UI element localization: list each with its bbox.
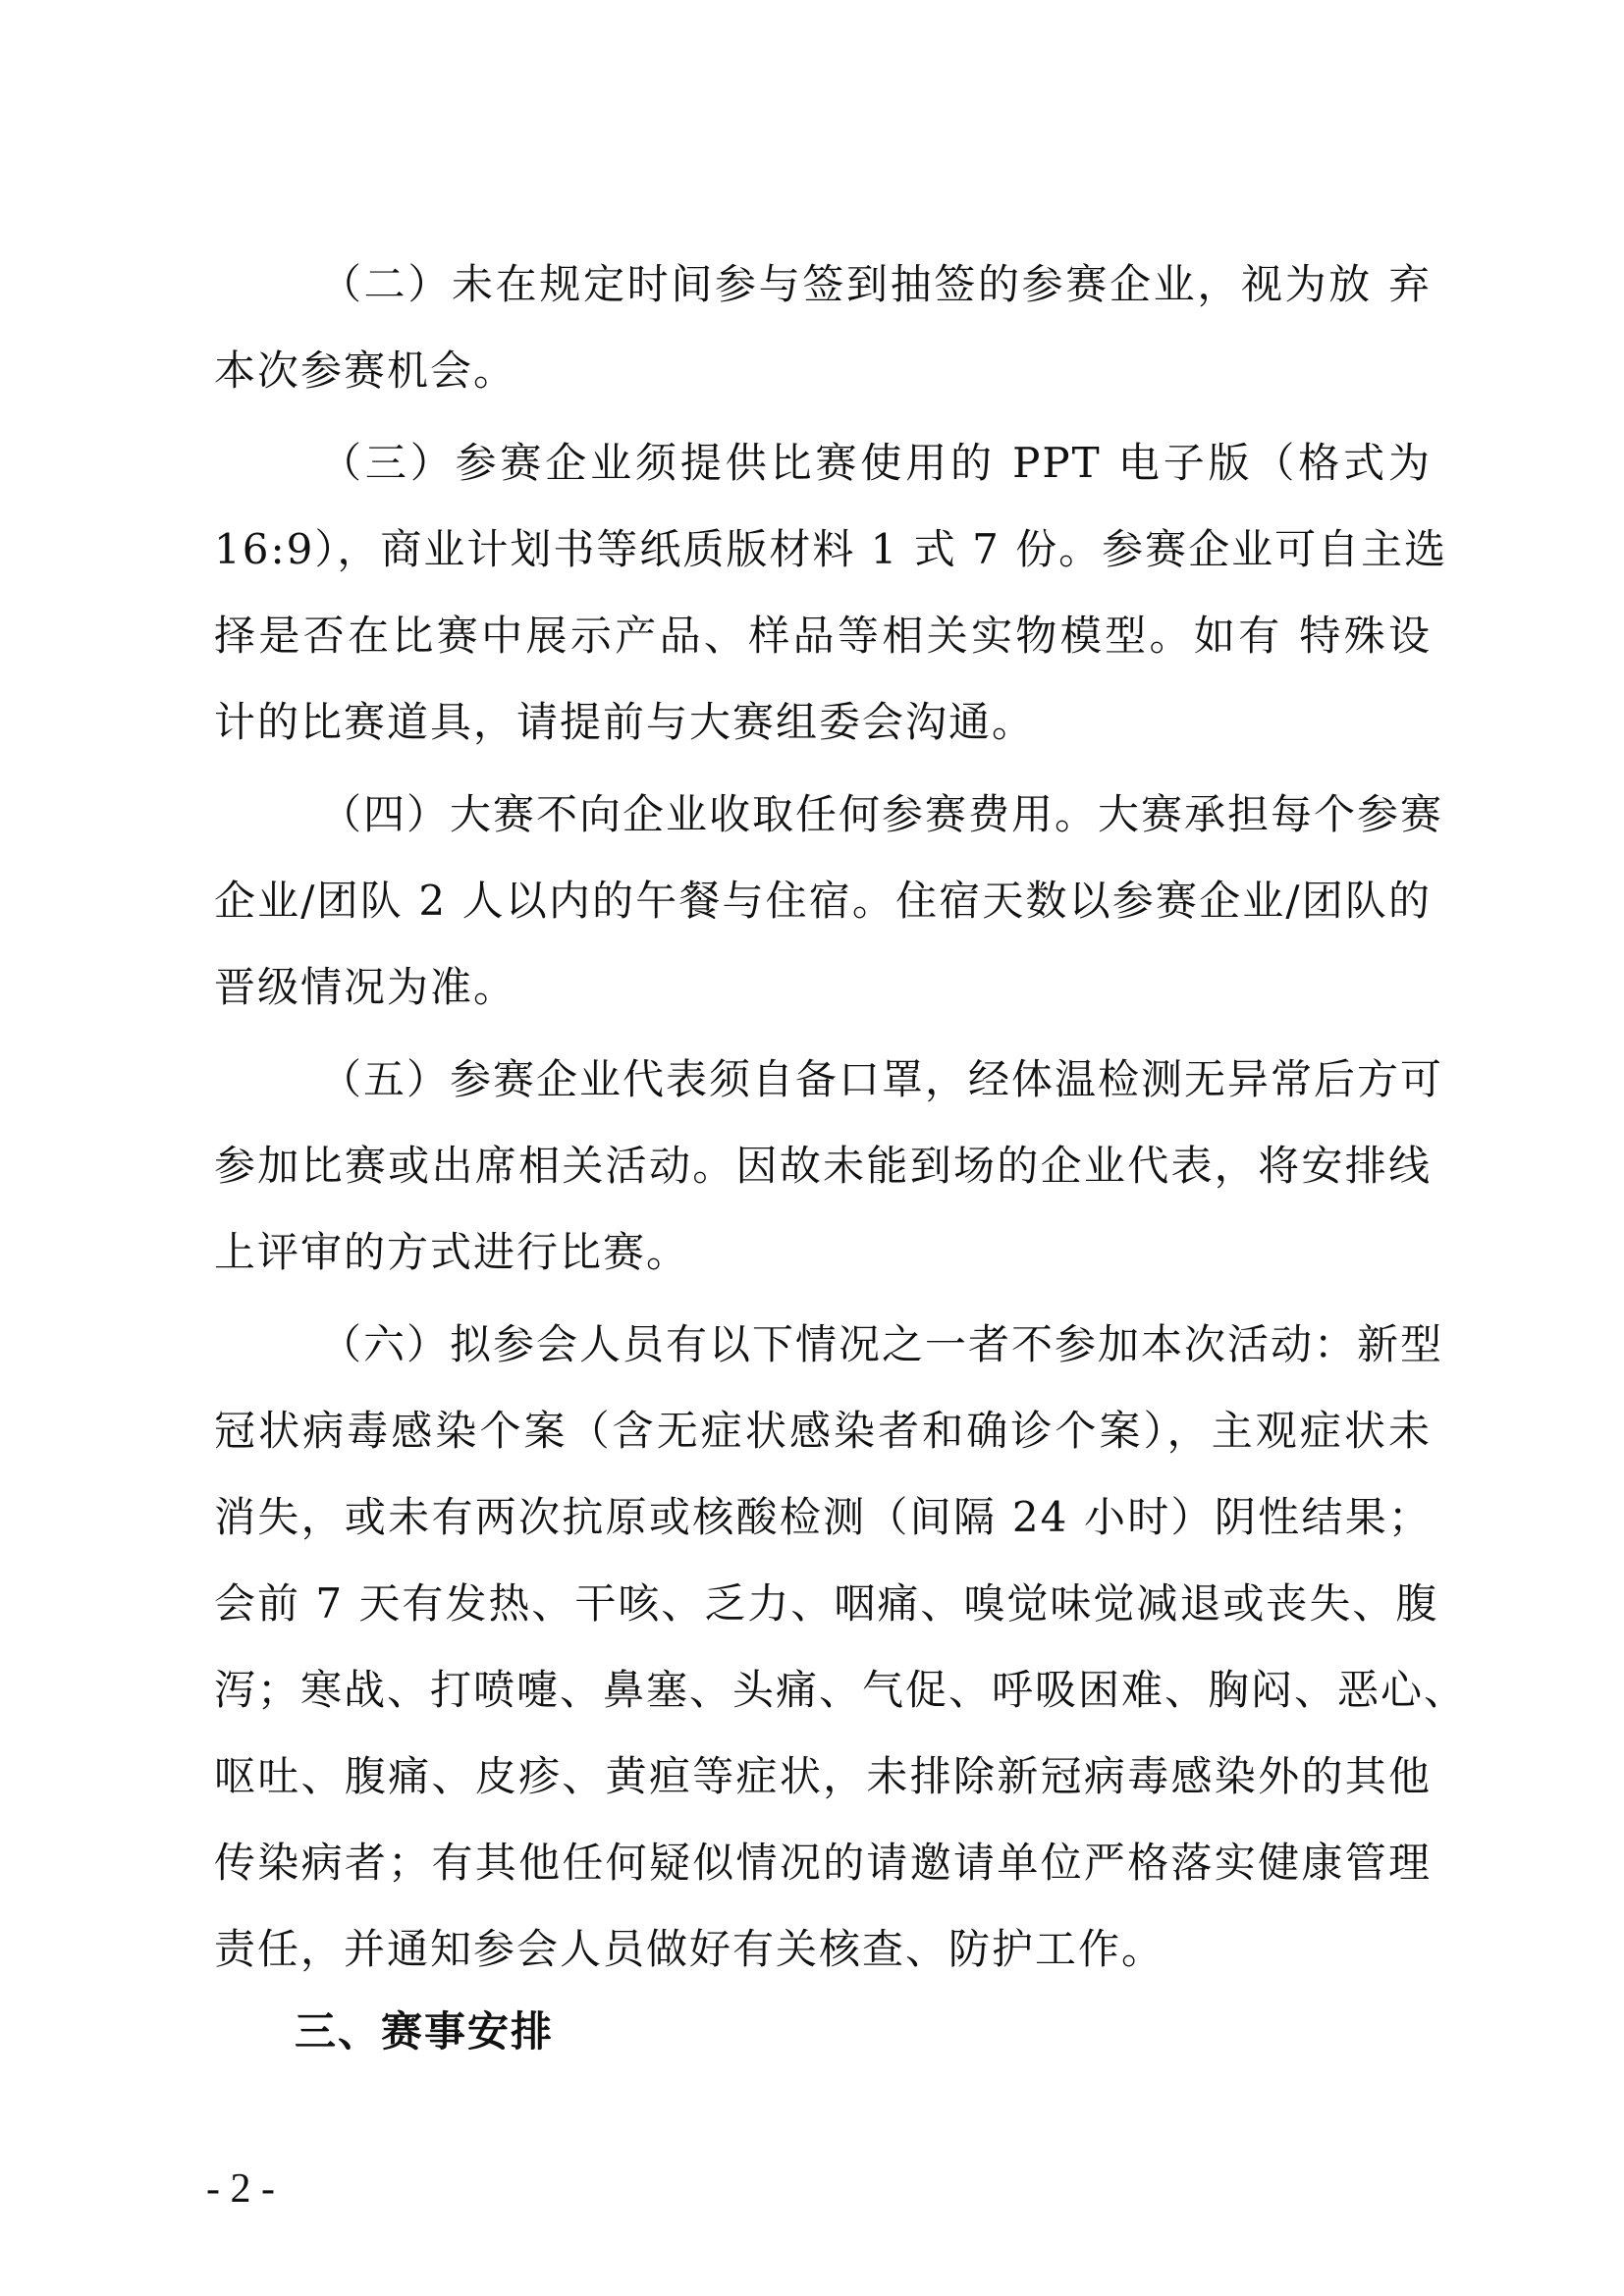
paragraph-line: 呕吐、腹痛、皮疹、黄疸等症状，未排除新冠病毒感染外的其他 bbox=[214, 1752, 1432, 1800]
paragraph-line: 晋级情况为准。 bbox=[214, 963, 517, 1011]
paragraph-line: （三）参赛企业须提供比赛使用的 PPT 电子版（格式为 bbox=[320, 439, 1432, 487]
paragraph-line: 消失，或未有两次抗原或核酸检测（间隔 24 小时）阴性结果； bbox=[214, 1493, 1432, 1541]
paragraph-line: 责任，并通知参会人员做好有关核查、防护工作。 bbox=[214, 1925, 1165, 1973]
section-heading: 三、赛事安排 bbox=[295, 2007, 555, 2056]
paragraph-3 bbox=[214, 420, 1448, 766]
paragraph-line: 择是否在比赛中展示产品、样品等相关实物模型。如有 特殊设 bbox=[214, 612, 1432, 660]
paragraph-line: 16:9），商业计划书等纸质版材料 1 式 7 份。参赛企业可自主选 bbox=[214, 525, 1448, 573]
paragraph-4 bbox=[214, 772, 1444, 1031]
paragraph-line: （六）拟参会人员有以下情况之一者不参加本次活动：新型 bbox=[320, 1320, 1444, 1368]
page-number: - 2 - bbox=[206, 2166, 275, 2212]
paragraph-line: 企业/团队 2 人以内的午餐与住宿。住宿天数以参赛企业/团队的 bbox=[214, 877, 1432, 925]
paragraph-line: 上评审的方式进行比赛。 bbox=[214, 1228, 690, 1276]
paragraph-line: （五）参赛企业代表须自备口罩，经体温检测无异常后方可 bbox=[320, 1055, 1444, 1103]
paragraph-2 bbox=[214, 241, 1432, 414]
paragraph-line: 会前 7 天有发热、干咳、乏力、咽痛、嗅觉味觉减退或丧失、腹 bbox=[214, 1579, 1439, 1628]
paragraph-line: 参加比赛或出席相关活动。因故未能到场的企业代表，将安排线 bbox=[214, 1142, 1432, 1190]
paragraph-6 bbox=[214, 1302, 1468, 1993]
paragraph-line: 本次参赛机会。 bbox=[214, 347, 517, 395]
paragraph-line: 泻；寒战、打喷嚏、鼻塞、头痛、气促、呼吸困难、胸闷、恶心、 bbox=[214, 1666, 1468, 1714]
paragraph-line: （四）大赛不向企业收取任何参赛费用。大赛承担每个参赛 bbox=[320, 790, 1444, 838]
paragraph-line: 计的比赛道具，请提前与大赛组委会沟通。 bbox=[214, 698, 1036, 746]
paragraph-5 bbox=[214, 1037, 1444, 1296]
paragraph-line: 冠状病毒感染个案（含无症状感染者和确诊个案），主观症状未 bbox=[214, 1407, 1432, 1455]
paragraph-line: 传染病者；有其他任何疑似情况的请邀请单位严格落实健康管理 bbox=[214, 1839, 1432, 1887]
document-body bbox=[214, 241, 1468, 1999]
paragraph-line: （二）未在规定时间参与签到抽签的参赛企业，视为放 弃 bbox=[320, 260, 1432, 308]
